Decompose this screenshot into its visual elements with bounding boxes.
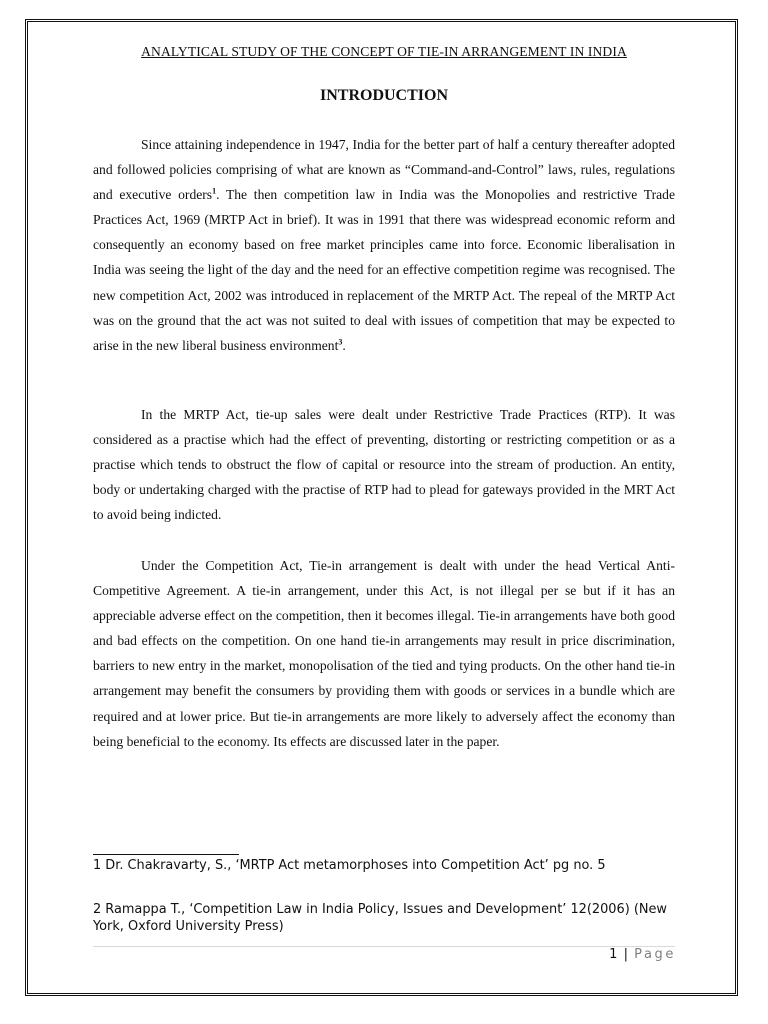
- footnote-reference[interactable]: 1: [212, 186, 217, 196]
- page-label: Page: [634, 947, 676, 962]
- footnote-2: 2 Ramappa T., ‘Competition Law in India Policy, Issues and Development’ 12(2006) (New York, Oxford University Press): [93, 902, 667, 934]
- paragraph-text: . The then competition law in India was the Monopolies and restrictive Trade Practices Act, 1969 (MRTP Act in brief). It was in 1991 that there was widespread economic reform and consequently an economy based on free market principles came into force. Economic liberalisation in India was seeing the light of the day and the need for an effective competition regime was recognised. The new competition Act, 2002 was introduced in replacement of the MRTP Act. The repeal of the MRTP Act was on the ground that the act was not suited to deal with issues of competition that may be expected to arise in the new liberal business environment: [93, 187, 675, 353]
- page-number: 1: [609, 947, 618, 962]
- footer-rule: [93, 946, 675, 947]
- section-heading: INTRODUCTION: [319, 87, 448, 104]
- document-title: ANALYTICAL STUDY OF THE CONCEPT OF TIE-IN ARRANGEMENT IN INDIA: [141, 44, 627, 59]
- footer-separator: |: [623, 947, 628, 962]
- paragraph-text: .: [342, 337, 346, 353]
- page-footer: [609, 947, 676, 962]
- footnote-1: 1 Dr. Chakravarty, S., ‘MRTP Act metamorphoses into Competition Act’ pg no. 5: [93, 858, 606, 873]
- footnote-separator: [93, 854, 239, 855]
- paragraph-introduction: [93, 132, 675, 358]
- paragraph-mrtp-act: In the MRTP Act, tie-up sales were dealt under Restrictive Trade Practices (RTP). It was considered as a practise which had the effect of preventing, distorting or restricting competition or as a practise which tends to obstruct the flow of capital or resource into the stream of production. An entity, body or undertaking charged with the practise of RTP had to plead for gateways provided in the MRT Act to avoid being indicted.: [93, 407, 675, 523]
- paragraph-competition-act: Under the Competition Act, Tie-in arrangement is dealt with under the head Vertical Anti-Competitive Agreement. A tie-in arrangement, under this Act, is not illegal per se but if it has an appreciable adverse effect on the competition, then it becomes illegal. Tie-in arrangements have both good and bad effects on the competition. On one hand tie-in arrangements may result in price discrimination, barriers to new entry in the market, monopolisation of the tied and tying products. On the other hand tie-in arrangement may benefit the consumers by providing them with goods or services in a bundle which are required and at lower price. But tie-in arrangements are more likely to adversely affect the economy than being beneficial to the economy. Its effects are discussed later in the paper.: [93, 558, 675, 749]
- paragraph-text: Since attaining independence in 1947, India for the better part of half a century thereafter adopted and followed policies comprising of what are known as “Command-and-Control” laws, rules, regulations and executive orders: [93, 137, 675, 203]
- footnote-reference[interactable]: 3: [338, 337, 343, 347]
